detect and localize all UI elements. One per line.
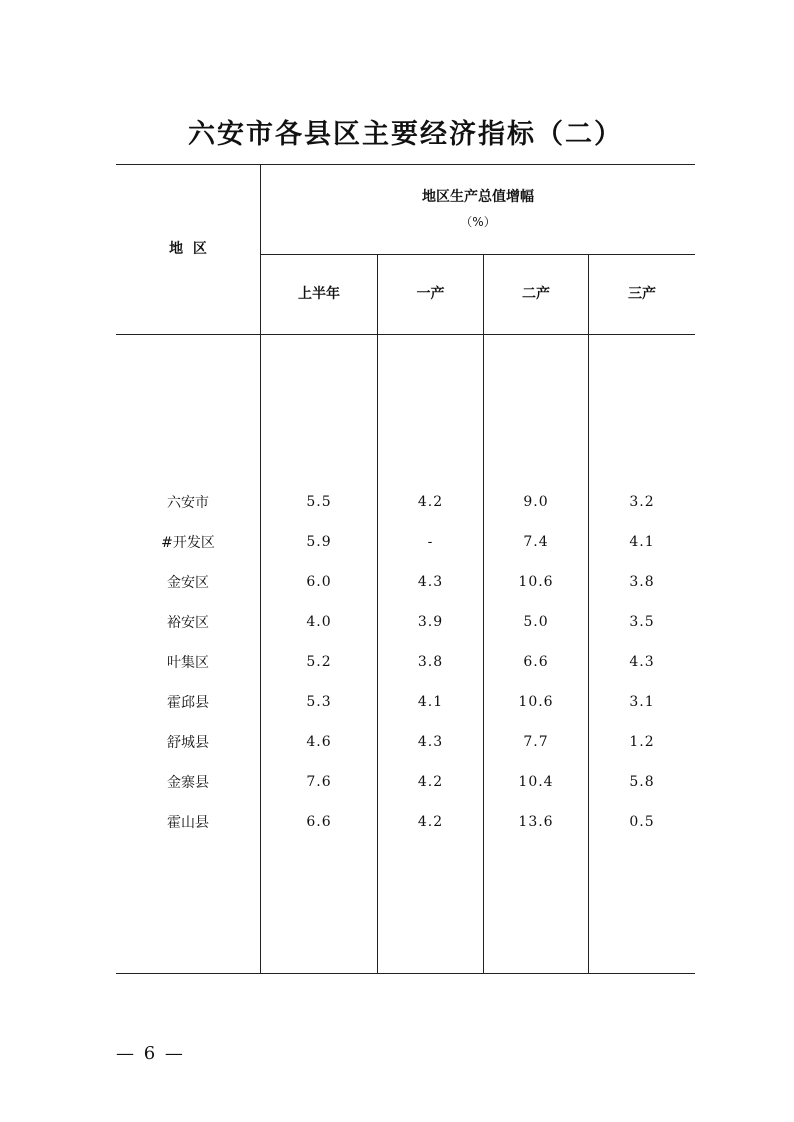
cell-primary: 4.2 [417, 814, 444, 830]
table-row [116, 602, 695, 642]
cell-primary: 3.9 [417, 614, 444, 630]
cell-secondary: 10.4 [518, 774, 554, 790]
cell-primary: - [427, 534, 434, 550]
cell-primary: 4.3 [417, 734, 444, 750]
table-row [116, 762, 695, 802]
group-header-title: 地区生产总值增幅 [422, 189, 534, 206]
cell-tertiary: 0.5 [629, 814, 655, 830]
table-row [116, 642, 695, 682]
cell-h1: 4.0 [306, 614, 332, 630]
cell-secondary: 5.0 [523, 614, 549, 630]
page-number: — 6 — [116, 1043, 185, 1064]
cell-tertiary: 4.3 [629, 654, 655, 670]
cell-h1: 5.9 [306, 534, 332, 550]
cell-tertiary: 3.1 [629, 694, 655, 710]
row-region: 叶集区 [167, 655, 209, 671]
cell-secondary: 9.0 [523, 494, 549, 510]
row-region: 裕安区 [167, 615, 209, 631]
cell-tertiary: 1.2 [629, 734, 655, 750]
table-row [116, 522, 695, 562]
row-region: #开发区 [161, 535, 215, 551]
column-header-secondary: 二产 [522, 286, 550, 303]
cell-secondary: 7.7 [523, 734, 549, 750]
cell-secondary: 6.6 [523, 654, 549, 670]
cell-tertiary: 4.1 [629, 534, 655, 550]
cell-h1: 6.6 [306, 814, 332, 830]
cell-h1: 7.6 [306, 774, 332, 790]
table-row [116, 722, 695, 762]
cell-tertiary: 3.8 [629, 574, 655, 590]
cell-h1: 6.0 [306, 574, 332, 590]
column-header-primary: 一产 [416, 286, 445, 303]
page-title: 六安市各县区主要经济指标（二） [188, 119, 623, 150]
group-header-unit: （%） [460, 214, 496, 229]
cell-h1: 5.2 [306, 654, 332, 670]
cell-secondary: 10.6 [518, 574, 554, 590]
cell-tertiary: 3.2 [629, 494, 655, 510]
cell-primary: 3.8 [417, 654, 444, 670]
region-header: 地 区 [169, 240, 207, 257]
cell-tertiary: 5.8 [629, 774, 655, 790]
group-header [261, 164, 695, 254]
header-bottom-rule [116, 334, 695, 335]
cell-h1: 5.5 [306, 494, 332, 510]
row-region: 六安市 [167, 495, 209, 511]
table-bottom-rule [116, 973, 695, 974]
table-row [116, 562, 695, 602]
row-region: 霍邱县 [167, 695, 209, 711]
row-region: 金寨县 [167, 775, 209, 791]
cell-secondary: 13.6 [518, 814, 554, 830]
cell-h1: 5.3 [306, 694, 332, 710]
table-row [116, 682, 695, 722]
row-region: 舒城县 [167, 735, 209, 751]
cell-secondary: 10.6 [518, 694, 554, 710]
table-row [116, 802, 695, 842]
cell-primary: 4.3 [417, 574, 444, 590]
cell-primary: 4.1 [417, 694, 444, 710]
cell-primary: 4.2 [417, 494, 444, 510]
cell-primary: 4.2 [417, 774, 444, 790]
row-region: 霍山县 [167, 815, 209, 831]
column-header-h1: 上半年 [298, 286, 340, 303]
table-row [116, 482, 695, 522]
cell-tertiary: 3.5 [629, 614, 655, 630]
cell-secondary: 7.4 [523, 534, 549, 550]
row-region: 金安区 [167, 575, 209, 591]
column-header-tertiary: 三产 [628, 286, 656, 303]
cell-h1: 4.6 [306, 734, 332, 750]
